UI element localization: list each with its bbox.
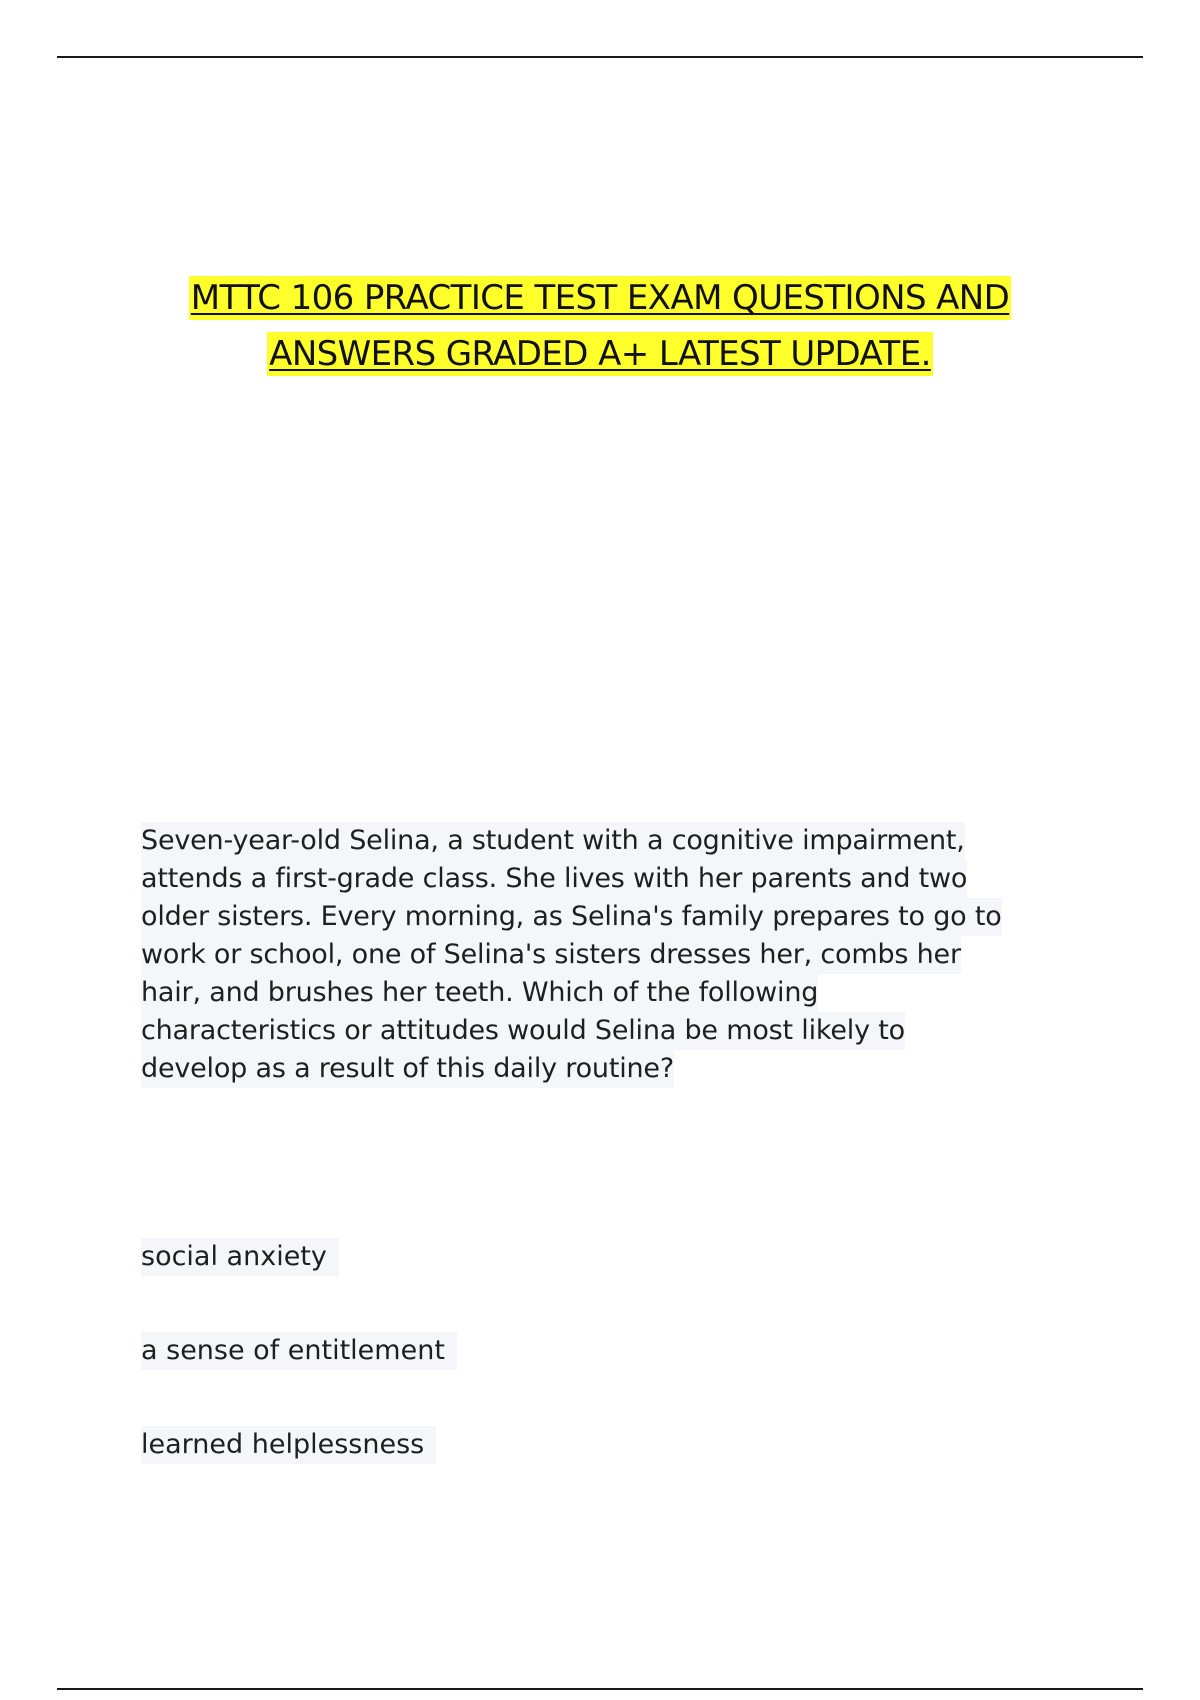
question-line: work or school, one of Selina's sisters dresses her, combs her — [141, 936, 961, 974]
answer-option-entitlement: a sense of entitlement — [141, 1332, 457, 1370]
question-text — [141, 822, 1081, 1088]
title-line-2: ANSWERS GRADED A+ LATEST UPDATE. — [269, 334, 931, 374]
bottom-divider — [57, 1688, 1143, 1690]
answer-option-learned-helplessness: learned helplessness — [141, 1426, 436, 1464]
question-line: hair, and brushes her teeth. Which of the following — [141, 974, 818, 1012]
question-line: older sisters. Every morning, as Selina's family prepares to go to — [141, 898, 1002, 936]
title-line-1: MTTC 106 PRACTICE TEST EXAM QUESTIONS AND — [190, 278, 1010, 318]
answer-option-social-anxiety: social anxiety — [141, 1238, 339, 1276]
top-divider — [57, 56, 1143, 58]
question-line: attends a first-grade class. She lives with her parents and two — [141, 860, 967, 898]
question-line: characteristics or attitudes would Selina be most likely to — [141, 1012, 905, 1050]
document-title — [100, 270, 1100, 382]
question-line: Seven-year-old Selina, a student with a cognitive impairment, — [141, 822, 965, 860]
question-line: develop as a result of this daily routine? — [141, 1050, 674, 1088]
